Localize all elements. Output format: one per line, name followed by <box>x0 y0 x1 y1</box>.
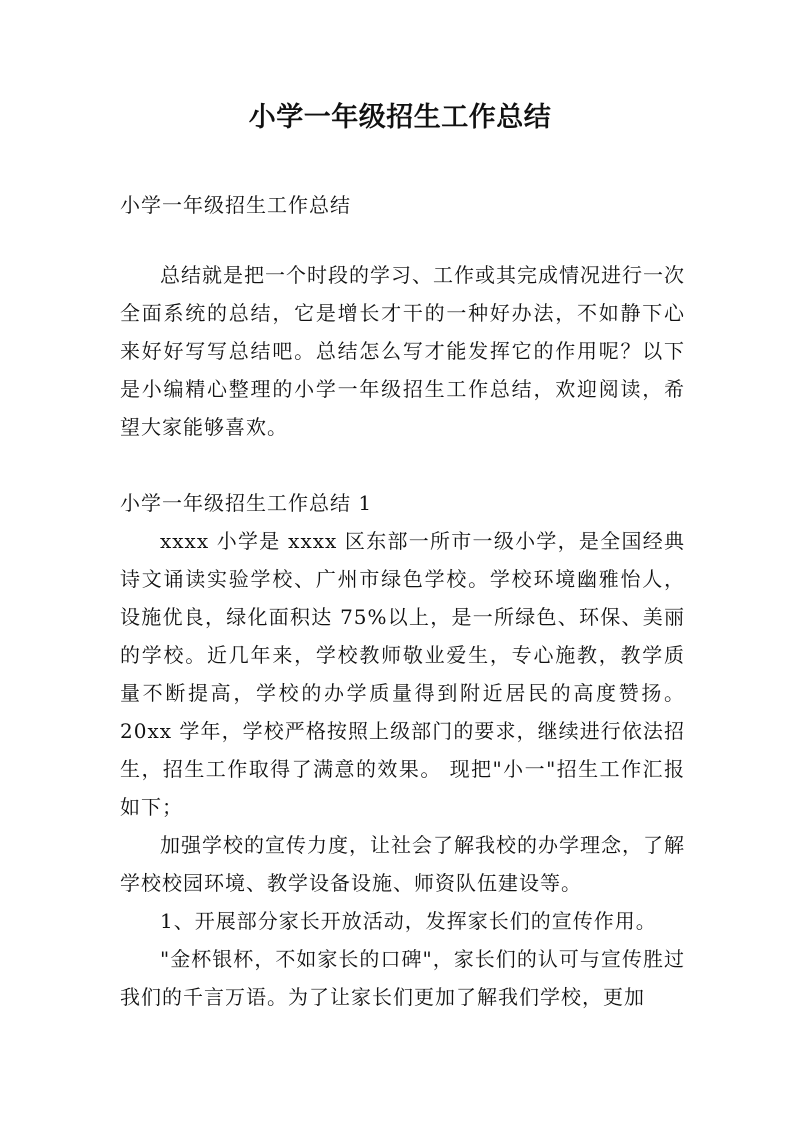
section-1 <box>120 484 685 1016</box>
document-subtitle: 小学一年级招生工作总结 <box>120 193 351 217</box>
intro-paragraph: 总结就是把一个时段的学习、工作或其完成情况进行一次全面系统的总结，它是增长才干的一种好办法，不如静下心来好好写写总结吧。总结怎么写才能发挥它的作用呢？以下是小编精心整理的小学一年级招生工作总结，欢迎阅读，希望大家能够喜欢。 <box>120 263 685 439</box>
intro-block <box>120 256 685 446</box>
body-paragraph: xxxx 小学是 xxxx 区东部一所市一级小学，是全国经典诗文诵读实验学校、广州市绿色学校。学校环境幽雅怡人，设施优良，绿化面积达 75%以上，是一所绿色、环保、美丽的学校。近几年来，学校教师敬业爱生，专心施教，教学质量不断提高，学校的办学质量得到附近居民的高度赞扬。20xx 学年，学校严格按照上级部门的要求，继续进行依法招生，招生工作取得了满意的效果。 现把"小一"招生工作汇报如下； <box>120 529 685 819</box>
body-paragraph: 加强学校的宣传力度，让社会了解我校的办学理念，了解学校校园环境、教学设备设施、师资队伍建设等。 <box>120 833 685 895</box>
document-title: 小学一年级招生工作总结 <box>248 102 552 133</box>
section-heading: 小学一年级招生工作总结 1 <box>120 491 373 515</box>
body-paragraph: 1、开展部分家长开放活动，发挥家长们的宣传作用。 <box>160 909 657 933</box>
document-subtitle-block <box>120 186 685 224</box>
body-paragraph: "金杯银杯，不如家长的口碑"，家长们的认可与宣传胜过我们的千言万语。为了让家长们更加了解我们学校，更加 <box>120 947 685 1009</box>
